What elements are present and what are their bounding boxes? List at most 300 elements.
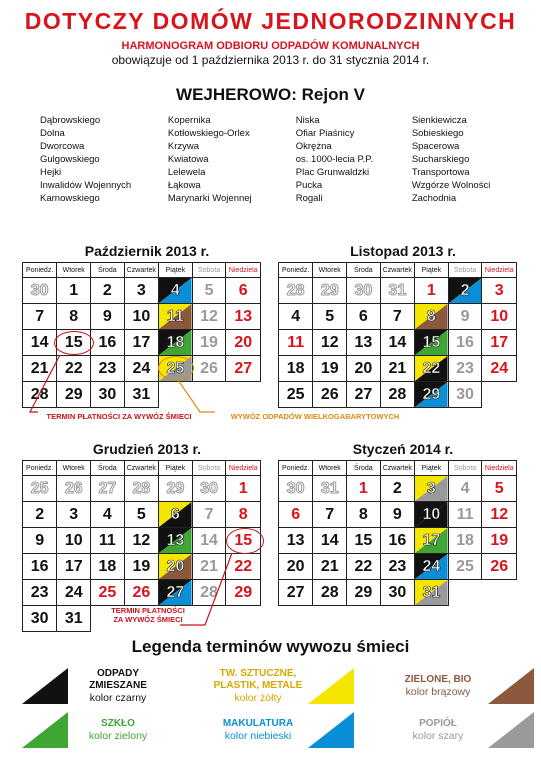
day-number: 3 — [136, 281, 146, 299]
legend-item — [208, 712, 354, 748]
day-cell — [57, 606, 91, 632]
day-cell — [159, 554, 193, 580]
day-cell — [57, 528, 91, 554]
legend-item — [388, 712, 534, 748]
legend-swatch — [308, 712, 354, 748]
day-number: 26 — [64, 479, 83, 497]
day-cell — [380, 554, 415, 580]
day-number: 20 — [166, 557, 185, 575]
day-number: 30 — [354, 281, 373, 299]
day-number: 27 — [234, 359, 253, 377]
day-number: 29 — [320, 281, 339, 299]
day-number: 5 — [325, 307, 335, 325]
day-cell — [448, 382, 482, 408]
day-number: 17 — [490, 333, 509, 351]
day-number: 15 — [354, 531, 373, 549]
day-number: 1 — [69, 281, 79, 299]
day-number: 25 — [286, 385, 305, 403]
day-cell — [482, 304, 517, 330]
day-number: 22 — [234, 557, 253, 575]
day-number: 25 — [98, 583, 117, 601]
day-cell — [415, 278, 449, 304]
day-cell — [124, 476, 159, 502]
day-cell — [482, 502, 517, 528]
payment-note-october: TERMIN PŁATNOŚCI ZA WYWÓZ ŚMIECI — [46, 412, 192, 421]
street-name: Dworcowa — [40, 141, 85, 152]
day-cell — [124, 330, 159, 356]
day-cell — [279, 304, 313, 330]
day-cell — [91, 278, 124, 304]
day-number: 11 — [166, 307, 184, 325]
weekday-header: Piątek — [159, 461, 193, 476]
day-number: 9 — [460, 307, 470, 325]
street-name: Niska — [295, 115, 320, 126]
street-name: Lelewela — [167, 167, 206, 178]
day-cell — [448, 554, 482, 580]
empty-cell — [192, 382, 226, 408]
day-cell — [313, 502, 347, 528]
day-number: 18 — [166, 333, 185, 351]
day-cell — [448, 304, 482, 330]
day-number: 27 — [286, 583, 305, 601]
weekday-header: Wtorek — [57, 461, 91, 476]
street-column — [40, 114, 168, 205]
day-cell — [192, 304, 226, 330]
day-number: 20 — [354, 359, 373, 377]
empty-cell — [482, 580, 517, 606]
day-number: 13 — [286, 531, 305, 549]
day-cell — [279, 554, 313, 580]
day-number: 27 — [98, 479, 117, 497]
day-cell — [482, 330, 517, 356]
weekday-header: Środa — [347, 263, 380, 278]
weekday-header: Piątek — [159, 263, 193, 278]
day-cell — [313, 554, 347, 580]
day-number: 6 — [358, 307, 368, 325]
day-cell — [279, 476, 313, 502]
day-cell — [23, 382, 57, 408]
day-cell — [124, 580, 159, 606]
legend-name: ODPADY ZMIESZANE — [89, 668, 147, 691]
day-number: 26 — [490, 557, 509, 575]
day-number: 25 — [30, 479, 49, 497]
day-number: 24 — [64, 583, 83, 601]
day-number: 23 — [30, 583, 49, 601]
empty-cell — [482, 382, 517, 408]
day-number: 6 — [238, 281, 248, 299]
day-number: 2 — [102, 281, 112, 299]
day-number: 7 — [325, 505, 335, 523]
day-number: 25 — [456, 557, 474, 575]
day-number: 30 — [286, 479, 305, 497]
day-cell — [23, 580, 57, 606]
day-cell — [415, 356, 449, 382]
day-number: 27 — [354, 385, 373, 403]
day-cell — [91, 476, 124, 502]
day-cell — [380, 528, 415, 554]
day-number: 11 — [287, 333, 305, 351]
street-name: Hejki — [40, 167, 62, 178]
day-cell — [192, 580, 226, 606]
legend-label — [388, 674, 488, 698]
day-cell — [279, 330, 313, 356]
day-number: 28 — [320, 583, 339, 601]
street-name: Łąkowa — [167, 180, 201, 191]
day-cell — [380, 356, 415, 382]
legend-label — [68, 668, 168, 704]
day-cell — [313, 528, 347, 554]
street-name: Gulgowskiego — [40, 154, 100, 165]
day-cell — [23, 278, 57, 304]
legend-name: MAKULATURA — [222, 718, 294, 729]
day-cell — [124, 502, 159, 528]
street-name: Krzywa — [167, 141, 200, 152]
day-number: 20 — [234, 333, 253, 351]
day-number: 8 — [238, 505, 248, 523]
day-cell — [347, 330, 380, 356]
day-cell — [448, 528, 482, 554]
day-number: 21 — [200, 557, 218, 575]
day-number: 16 — [388, 531, 407, 549]
day-cell — [313, 580, 347, 606]
day-number: 30 — [456, 385, 474, 403]
day-number: 22 — [64, 359, 83, 377]
street-name: Marynarki Wojennej — [167, 193, 252, 204]
empty-cell — [159, 382, 193, 408]
day-cell — [226, 580, 261, 606]
day-cell — [482, 528, 517, 554]
page-subtitle: HARMONOGRAM ODBIORU ODPADÓW KOMUNALNYCH — [121, 40, 420, 52]
street-name: Inwalidów Wojennych — [40, 180, 132, 191]
day-number: 17 — [422, 531, 441, 549]
day-cell — [415, 554, 449, 580]
day-cell — [380, 502, 415, 528]
day-cell — [347, 580, 380, 606]
legend-name: POPIÓŁ — [419, 718, 457, 729]
street-name: Wzgórze Wolności — [411, 180, 491, 191]
day-number: 2 — [35, 505, 45, 523]
day-cell — [279, 356, 313, 382]
empty-cell — [448, 580, 482, 606]
legend-name: SZKŁO — [101, 718, 135, 729]
day-cell — [124, 356, 159, 382]
day-number: 8 — [426, 307, 436, 325]
day-cell — [57, 502, 91, 528]
street-name: Okrężna — [295, 141, 332, 152]
day-cell — [192, 278, 226, 304]
legend-name: TW. SZTUCZNE, PLASTIK, METALE — [213, 668, 303, 691]
day-number: 22 — [422, 359, 441, 377]
day-cell — [226, 278, 261, 304]
day-number: 28 — [200, 583, 218, 601]
legend-swatch — [22, 712, 68, 748]
weekday-header: Niedziela — [482, 461, 517, 476]
day-cell — [159, 580, 193, 606]
day-number: 30 — [30, 281, 49, 299]
weekday-header: Środa — [91, 461, 124, 476]
day-cell — [23, 476, 57, 502]
day-cell — [159, 502, 193, 528]
day-cell — [226, 356, 261, 382]
weekday-header: Wtorek — [313, 461, 347, 476]
day-cell — [313, 382, 347, 408]
day-cell — [159, 304, 193, 330]
day-number: 29 — [64, 385, 83, 403]
day-number: 9 — [392, 505, 402, 523]
day-cell — [380, 580, 415, 606]
day-number: 16 — [98, 333, 117, 351]
day-number: 21 — [320, 557, 339, 575]
day-cell — [91, 580, 124, 606]
day-number: 29 — [234, 583, 253, 601]
street-name: Ofiar Piaśnicy — [295, 128, 355, 139]
weekday-header: Niedziela — [482, 263, 517, 278]
day-cell — [23, 554, 57, 580]
month-title-november: Listopad 2013 r. — [350, 243, 456, 259]
weekday-header: Wtorek — [57, 263, 91, 278]
day-cell — [91, 528, 124, 554]
day-cell — [192, 502, 226, 528]
day-number: 4 — [291, 307, 301, 325]
day-number: 15 — [234, 531, 253, 549]
day-cell — [415, 528, 449, 554]
day-cell — [482, 278, 517, 304]
bulky-waste-note: WYWÓZ ODPADÓW WIELKOGABARYTOWYCH — [230, 412, 400, 421]
street-name: Sienkiewicza — [411, 115, 467, 126]
legend-item — [22, 668, 168, 704]
day-cell — [347, 528, 380, 554]
day-cell — [415, 304, 449, 330]
day-number: 9 — [102, 307, 112, 325]
day-number: 25 — [166, 359, 185, 377]
day-number: 7 — [204, 505, 214, 523]
weekday-header: Środa — [91, 263, 124, 278]
legend-color-name: kolor niebieski — [224, 730, 292, 742]
street-column — [412, 114, 520, 205]
street-list — [40, 114, 520, 205]
street-name: Spacerowa — [411, 141, 460, 152]
day-cell — [347, 356, 380, 382]
day-cell — [347, 502, 380, 528]
day-number: 13 — [354, 333, 373, 351]
day-number: 23 — [388, 557, 407, 575]
day-number: 24 — [132, 359, 151, 377]
day-number: 28 — [286, 281, 305, 299]
day-number: 2 — [460, 281, 470, 299]
day-cell — [279, 528, 313, 554]
day-number: 9 — [35, 531, 45, 549]
day-cell — [448, 476, 482, 502]
street-name: Kopernika — [167, 115, 211, 126]
street-name: os. 1000-lecia P.P. — [295, 154, 374, 165]
day-number: 16 — [30, 557, 49, 575]
day-cell — [313, 356, 347, 382]
day-number: 14 — [320, 531, 339, 549]
day-cell — [192, 356, 226, 382]
day-cell — [91, 502, 124, 528]
legend-name: ZIELONE, BIO — [404, 674, 472, 685]
month-title-october: Październik 2013 r. — [84, 243, 210, 259]
weekday-header: Piątek — [415, 263, 449, 278]
region-title: WEJHEROWO: Rejon V — [176, 85, 365, 104]
month-title-december: Grudzień 2013 r. — [92, 441, 202, 457]
day-cell — [448, 502, 482, 528]
day-number: 14 — [30, 333, 49, 351]
day-number: 19 — [132, 557, 151, 575]
legend-label — [208, 668, 308, 704]
day-cell — [23, 528, 57, 554]
day-cell — [380, 330, 415, 356]
day-number: 30 — [388, 583, 407, 601]
day-number: 26 — [132, 583, 151, 601]
day-cell — [226, 304, 261, 330]
day-cell — [91, 554, 124, 580]
day-number: 27 — [166, 583, 185, 601]
street-name: Plac Grunwaldzki — [295, 167, 370, 178]
day-number: 14 — [200, 531, 218, 549]
weekday-header: Poniedz. — [279, 263, 313, 278]
day-cell — [415, 476, 449, 502]
day-number: 10 — [422, 505, 441, 523]
day-number: 15 — [64, 333, 83, 351]
day-number: 12 — [200, 307, 218, 325]
day-number: 24 — [422, 557, 441, 575]
weekday-header: Poniedz. — [279, 461, 313, 476]
day-cell — [226, 330, 261, 356]
day-number: 13 — [166, 531, 185, 549]
day-number: 12 — [490, 505, 509, 523]
day-cell — [91, 330, 124, 356]
weekday-header: Sobota — [192, 263, 226, 278]
day-cell — [57, 554, 91, 580]
street-column — [168, 114, 296, 205]
day-cell — [380, 476, 415, 502]
street-name: Dolna — [40, 128, 65, 139]
day-cell — [124, 528, 159, 554]
weekday-header: Niedziela — [226, 263, 261, 278]
day-cell — [482, 356, 517, 382]
day-cell — [91, 304, 124, 330]
day-number: 7 — [392, 307, 402, 325]
day-number: 15 — [422, 333, 441, 351]
day-cell — [313, 278, 347, 304]
day-number: 31 — [422, 583, 441, 601]
day-number: 24 — [490, 359, 509, 377]
legend-swatch — [488, 668, 534, 704]
day-cell — [347, 382, 380, 408]
legend-swatch — [22, 668, 68, 704]
day-number: 21 — [388, 359, 407, 377]
legend-item — [22, 712, 168, 748]
day-number: 19 — [200, 333, 218, 351]
day-cell — [124, 554, 159, 580]
day-cell — [415, 382, 449, 408]
day-number: 12 — [132, 531, 151, 549]
weekday-header: Piątek — [415, 461, 449, 476]
day-cell — [192, 330, 226, 356]
day-number: 4 — [170, 281, 180, 299]
day-cell — [57, 580, 91, 606]
street-name: Kotłowskiego-Orlex — [167, 128, 250, 139]
day-cell — [192, 554, 226, 580]
legend-label — [388, 718, 488, 742]
day-cell — [313, 304, 347, 330]
day-cell — [159, 330, 193, 356]
day-number: 26 — [200, 359, 218, 377]
empty-cell — [226, 606, 261, 632]
day-number: 6 — [170, 505, 180, 523]
street-name: Pucka — [295, 180, 323, 191]
day-cell — [448, 356, 482, 382]
day-cell — [91, 382, 124, 408]
weekday-header: Czwartek — [380, 461, 415, 476]
legend-title: Legenda terminów wywozu śmieci — [131, 637, 410, 656]
day-cell — [448, 278, 482, 304]
day-cell — [279, 502, 313, 528]
day-number: 18 — [456, 531, 474, 549]
day-number: 29 — [422, 385, 441, 403]
day-number: 31 — [388, 281, 407, 299]
weekday-header: Czwartek — [124, 263, 159, 278]
day-number: 23 — [456, 359, 474, 377]
legend-color-name: kolor żółty — [234, 692, 282, 704]
weekday-header: Czwartek — [380, 263, 415, 278]
day-number: 10 — [64, 531, 83, 549]
day-cell — [57, 356, 91, 382]
day-number: 5 — [136, 505, 146, 523]
day-number: 31 — [132, 385, 151, 403]
day-cell — [159, 476, 193, 502]
day-cell — [159, 278, 193, 304]
day-cell — [23, 356, 57, 382]
day-number: 28 — [388, 385, 407, 403]
day-number: 3 — [69, 505, 79, 523]
day-number: 7 — [35, 307, 45, 325]
legend-swatch — [308, 668, 354, 704]
street-name: Rogali — [295, 193, 323, 204]
day-cell — [226, 554, 261, 580]
day-number: 30 — [98, 385, 117, 403]
day-cell — [415, 502, 449, 528]
day-number: 22 — [354, 557, 373, 575]
empty-cell — [226, 382, 261, 408]
day-number: 3 — [426, 479, 436, 497]
day-cell — [57, 278, 91, 304]
day-number: 2 — [392, 479, 402, 497]
day-cell — [313, 476, 347, 502]
month-title-january: Styczeń 2014 r. — [352, 441, 454, 457]
day-number: 28 — [132, 479, 151, 497]
payment-deadline-circle — [54, 331, 94, 355]
legend-item — [208, 668, 354, 704]
day-number: 1 — [238, 479, 248, 497]
weekday-header: Wtorek — [313, 263, 347, 278]
day-number: 28 — [30, 385, 49, 403]
street-column — [296, 114, 412, 205]
day-number: 17 — [132, 333, 151, 351]
street-name: Karnowskiego — [40, 193, 100, 204]
street-name: Kwiatowa — [167, 154, 209, 165]
day-cell — [91, 356, 124, 382]
day-number: 31 — [320, 479, 339, 497]
legend-color-name: kolor brązowy — [405, 686, 471, 698]
day-cell — [23, 304, 57, 330]
day-number: 17 — [64, 557, 83, 575]
day-cell — [124, 382, 159, 408]
calendar-january — [278, 460, 517, 606]
page-title: DOTYCZY DOMÓW JEDNORODZINNYCH — [24, 8, 517, 34]
day-number: 13 — [234, 307, 253, 325]
